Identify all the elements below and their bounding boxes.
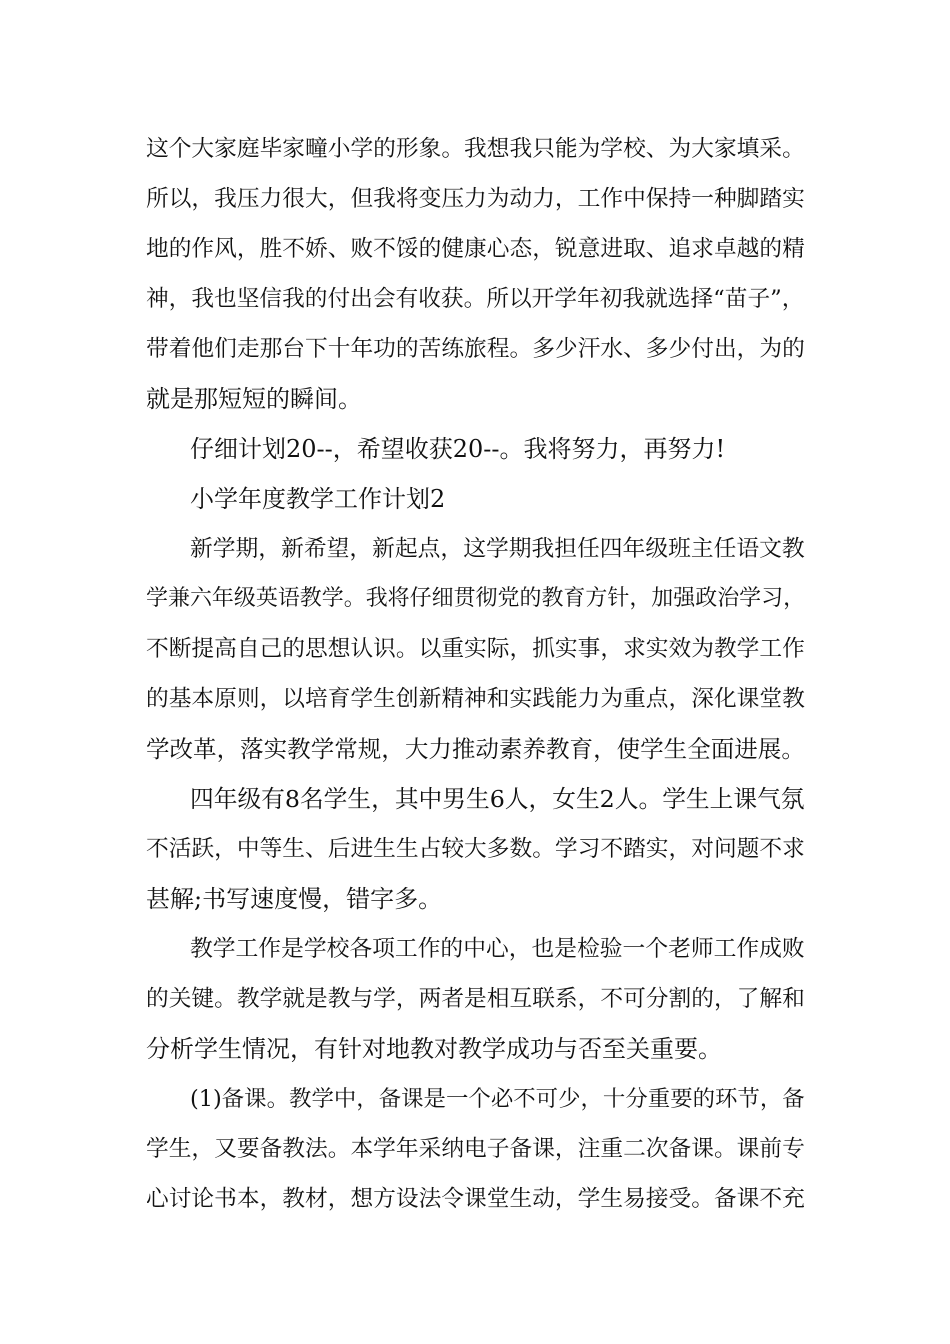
text-line: 地的作风，胜不娇、败不馁的健康心态，锐意进取、追求卓越的精 (146, 236, 805, 262)
text-line: 不活跃，中等生、后进生生占较大多数。学习不踏实，对问题不求 (146, 836, 805, 862)
text-line: 这个大家庭毕家疃小学的形象。我想我只能为学校、为大家填采。 (146, 136, 805, 162)
text-line: 带着他们走那台下十年功的苦练旅程。多少汗水、多少付出，为的 (146, 336, 805, 362)
text-line: 心讨论书本，教材，想方设法令课堂生动，学生易接受。备课不充 (146, 1186, 805, 1212)
text-line: (1)备课。教学中，备课是一个必不可少，十分重要的环节，备 (190, 1086, 805, 1112)
text-line: 分析学生情况，有针对地教对教学成功与否至关重要。 (146, 1035, 722, 1063)
text-line: 学兼六年级英语教学。我将仔细贯彻党的教育方针，加强政治学习， (146, 586, 806, 611)
text-line: 甚解;书写速度慢，错字多。 (146, 885, 443, 913)
text-line: 学生，又要备教法。本学年采纳电子备课，注重二次备课。课前专 (146, 1136, 805, 1162)
text-line: 的基本原则，以培育学生创新精神和实践能力为重点，深化课堂教 (146, 686, 805, 712)
text-line: 就是那短短的瞬间。 (146, 385, 362, 413)
text-line: 新学期，新希望，新起点，这学期我担任四年级班主任语文教 (190, 536, 805, 562)
text-line: 的关键。教学就是教与学，两者是相互联系，不可分割的，了解和 (146, 986, 805, 1012)
text-line: 所以，我压力很大，但我将变压力为动力，工作中保持一种脚踏实 (146, 186, 805, 212)
text-line: 仔细计划20--，希望收获20--。我将努力，再努力! (190, 435, 726, 463)
text-line: 四年级有8名学生，其中男生6人，女生2人。学生上课气氛 (190, 785, 805, 813)
text-line: 教学工作是学校各项工作的中心，也是检验一个老师工作成败 (190, 936, 805, 962)
section-heading: 小学年度教学工作计划2 (190, 485, 446, 513)
text-line: 学改革，落实教学常规，大力推动素养教育，使学生全面进展。 (146, 735, 805, 763)
text-line: 不断提高自己的思想认识。以重实际，抓实事，求实效为教学工作 (146, 636, 805, 662)
text-line: 神，我也坚信我的付出会有收获。所以开学年初我就选择“苗子”， (146, 286, 805, 312)
